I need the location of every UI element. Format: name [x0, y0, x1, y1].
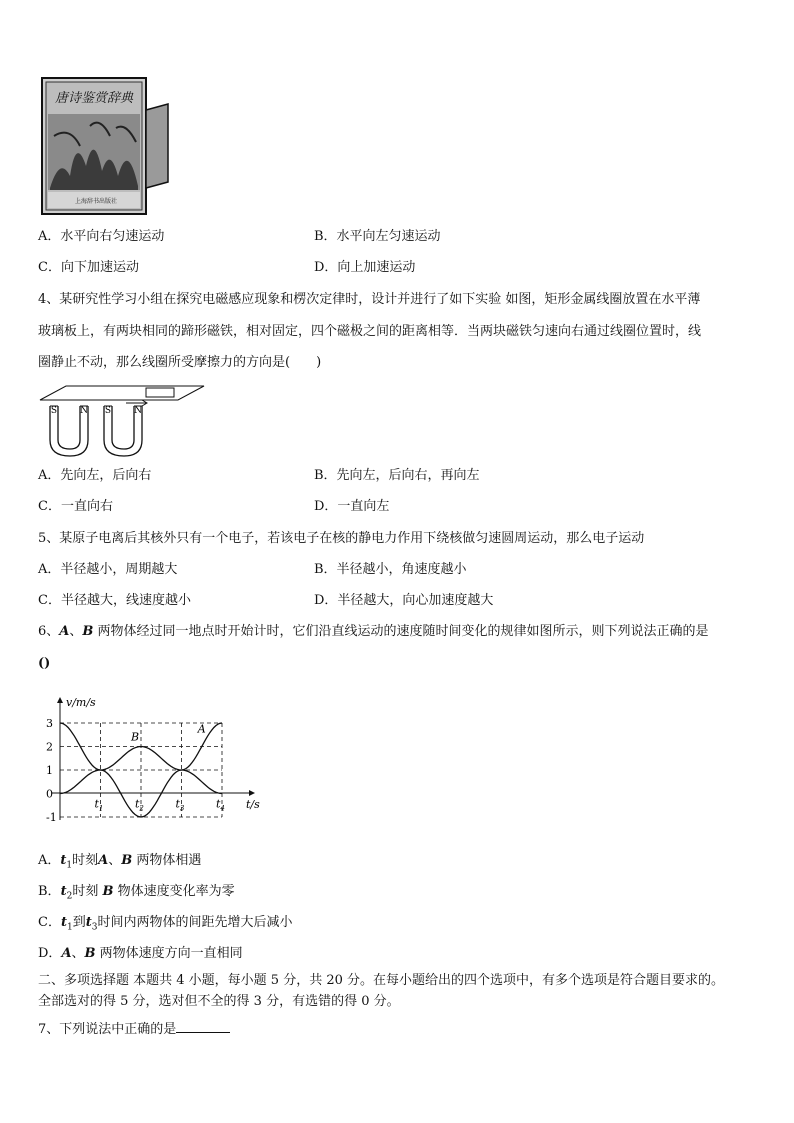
q3-option-b: B．水平向左匀速运动 — [314, 229, 441, 244]
q6-paren: () — [38, 656, 51, 671]
q6-option-c: C．$t_1$到$t_3$时间内两物体的间距先增大后减小 — [38, 915, 293, 933]
q4-stem-line-3: 圈静止不动，那么线圈所受摩擦力的方向是( ) — [38, 355, 322, 370]
y-axis-label: v/m/s — [66, 696, 96, 709]
q6-option-d: D．A、B 两物体速度方向一直相同 — [38, 946, 243, 961]
vt-chart — [32, 690, 272, 830]
book-figure — [40, 76, 172, 218]
x-tick-label: $t_2$ — [135, 797, 144, 813]
y-tick-label: 0 — [46, 787, 53, 801]
q5-stem: 5、某原子电离后其核外只有一个电子，若该电子在核的静电力作用下绕核做匀速圆周运动，那么电子运动 — [38, 531, 645, 546]
pole-label: S — [104, 406, 112, 416]
q4-stem-line-1: 4、某研究性学习小组在探究电磁感应现象和楞次定律时，设计并进行了如下实验 如图，矩形金属线圈放置在水平薄 — [38, 292, 701, 307]
x-tick-label: $t_3$ — [175, 797, 185, 813]
q4-stem-line-2: 玻璃板上，有两块相同的蹄形磁铁，相对固定，四个磁极之间的距离相等．当两块磁铁匀速向右通过线圈位置时，线 — [38, 324, 702, 339]
section2-heading-line-2: 全部选对的得 5 分，选对但不全的得 3 分，有选错的得 0 分。 — [38, 994, 400, 1009]
q5-option-c: C．半径越大，线速度越小 — [38, 593, 191, 608]
answer-blank — [176, 1020, 230, 1033]
q7-stem: 7、下列说法中正确的是 — [38, 1020, 230, 1039]
q4-option-d: D．一直向左 — [314, 499, 390, 514]
series-A-label: A — [197, 722, 206, 736]
x-tick-label: $t_1$ — [94, 797, 104, 813]
series-B-label: B — [130, 730, 140, 744]
q6-stem: 6、A、B 两物体经过同一地点时开始计时，它们沿直线运动的速度随时间变化的规律如图所示，则下列说法正确的是 — [38, 624, 709, 639]
y-tick-label: 3 — [46, 717, 53, 730]
cover-title-text: 唐诗鉴赏辞典 — [54, 91, 134, 106]
q4-option-c: C．一直向右 — [38, 499, 113, 514]
q3-option-a: A．水平向右匀速运动 — [38, 229, 165, 244]
y-tick-label: 2 — [46, 740, 53, 754]
magnet-figure — [36, 380, 206, 462]
q5-option-b: B．半径越小，角速度越小 — [314, 562, 467, 577]
cover-foot-text: 上海辞书出版社 — [74, 198, 118, 205]
q4-option-b: B．先向左，后向右，再向左 — [314, 468, 480, 483]
q3-option-d: D．向上加速运动 — [314, 260, 416, 275]
y-tick-label: 1 — [46, 764, 53, 777]
q5-option-a: A．半径越小，周期越大 — [38, 562, 178, 577]
q6-option-a: A．$t_1$时刻A、B 两物体相遇 — [38, 853, 202, 871]
x-tick-label: $t_4$ — [216, 797, 225, 813]
q5-option-d: D．半径越大，向心加速度越大 — [314, 593, 494, 608]
q6-option-b: B．$t_2$时刻 B 物体速度变化率为零 — [38, 884, 235, 902]
pole-label: S — [50, 406, 58, 416]
pole-label: N — [80, 406, 88, 416]
pole-label: N — [134, 406, 142, 416]
x-axis-label: t/s — [246, 798, 260, 811]
q4-option-a: A．先向左，后向右 — [38, 468, 152, 483]
q3-option-c: C．向下加速运动 — [38, 260, 139, 275]
y-tick-label: -1 — [46, 811, 57, 824]
section2-heading-line-1: 二、多项选择题 本题共 4 小题，每小题 5 分，共 20 分。在每小题给出的四个选项中，有多个选项是符合题目要求的。 — [38, 973, 725, 988]
